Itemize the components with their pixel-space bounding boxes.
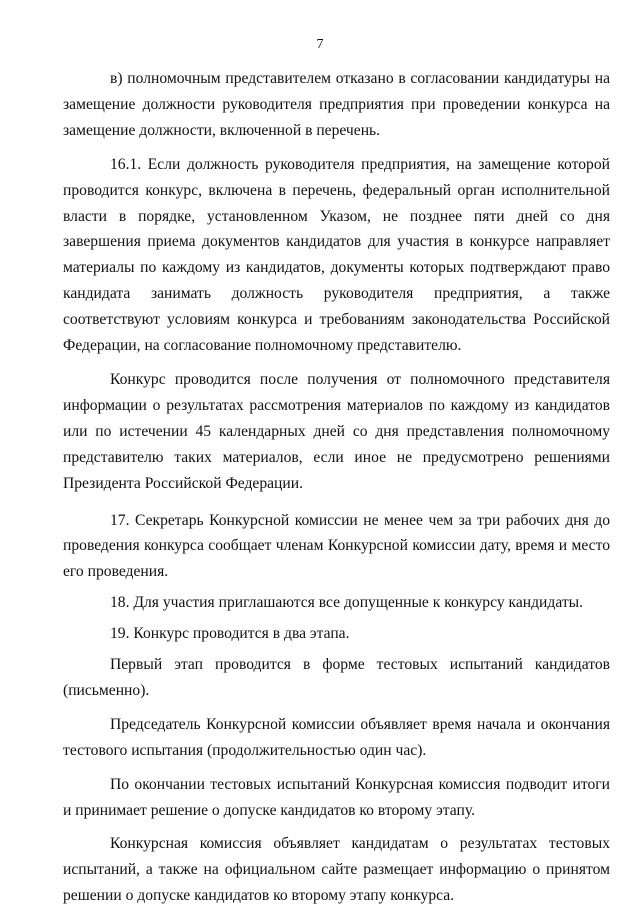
paragraph-16-1: 16.1. Если должность руководителя предприятия, на замещение которой проводится конкурс, включена в перечень, федеральный орган исполнительной власти в порядке, установленном Указом, не позднее пяти дней со дня завершения приема документов кандидатов для участия в конкурсе направляет материалы по каждому из кандидатов, документы которых подтверждают право кандидата занимать должность руководителя предприятия, а также соответствуют условиям конкурса и требованиям законодательства Российской Федерации, на согласование полномочному представителю.	[63, 155, 610, 355]
paragraph-commission-announces: Конкурсная комиссия объявляет кандидатам о результатах тестовых испытаний, а также на официальном сайте размещает информацию о принятом решении о допуске кандидатов ко второму этапу конкурса.	[63, 835, 610, 905]
paragraph-v-refused: в) полномочным представителем отказано в согласовании кандидатуры на замещение должности руководителя предприятия при проведении конкурса на замещение должности, включенной в перечень.	[63, 70, 610, 139]
page-number: 7	[316, 37, 324, 52]
paragraph-test-results: По окончании тестовых испытаний Конкурсная комиссия подводит итоги и принимает решение о допуске кандидатов ко второму этапу.	[63, 775, 610, 819]
paragraph-chairman-announces: Председатель Конкурсной комиссии объявляет время начала и окончания тестового испытания (продолжительностью один час).	[63, 715, 610, 759]
paragraph-first-stage: Первый этап проводится в форме тестовых испытаний кандидатов (письменно).	[63, 656, 610, 699]
paragraph-19: 19. Конкурс проводится в два этапа.	[110, 625, 350, 643]
paragraph-competition-after-info: Конкурс проводится после получения от полномочного представителя информации о результатах рассмотрения материалов по каждому из кандидатов или по истечении 45 календарных дней со дня представления полномочному представителю таких материалов, если иное не предусмотрено решениями Президента Российской Федерации.	[63, 370, 610, 492]
paragraph-17: 17. Секретарь Конкурсной комиссии не менее чем за три рабочих дня до проведения конкурса сообщает членам Конкурсной комиссии дату, время и место его проведения.	[63, 511, 610, 581]
paragraph-18: 18. Для участия приглашаются все допущенные к конкурсу кандидаты.	[110, 594, 584, 612]
document-body	[63, 66, 610, 909]
